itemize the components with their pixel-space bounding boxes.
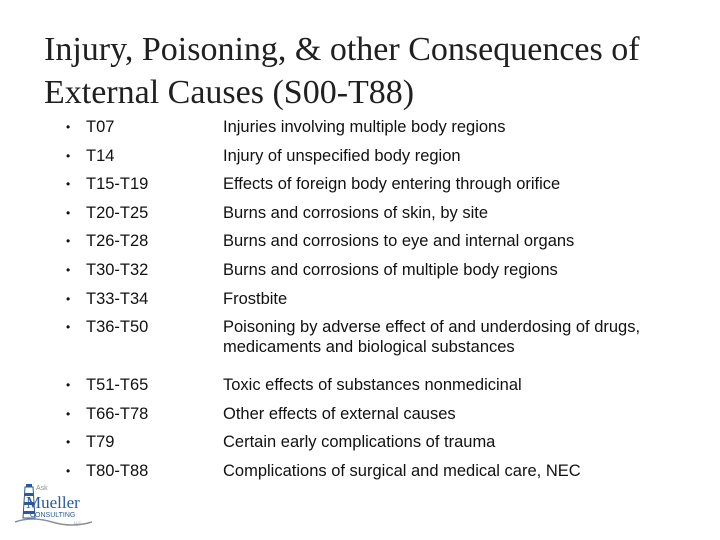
list-item — [66, 174, 206, 203]
slide-title: Injury, Poisoning, & other Consequences of External Causes (S00-T88) — [44, 31, 640, 111]
code-label: T26-T28 — [86, 232, 149, 251]
description-list — [223, 117, 703, 490]
list-item — [66, 375, 206, 404]
list-item-description: Burns and corrosions of multiple body regions — [223, 260, 558, 279]
list-item — [66, 117, 206, 146]
list-item-description: Toxic effects of substances nonmedicinal — [223, 376, 522, 395]
list-item — [66, 203, 206, 232]
code-label: T14 — [86, 146, 115, 165]
list-item-description: Burns and corrosions to eye and internal organs — [223, 232, 575, 251]
code-label: T80-T88 — [86, 461, 149, 480]
bullet-icon: • — [66, 234, 71, 249]
list-item-description: Complications of surgical and medical care, NEC — [223, 461, 581, 480]
list-item — [66, 231, 206, 260]
bullet-icon: • — [66, 378, 71, 393]
code-label: T51-T65 — [86, 376, 149, 395]
list-item — [66, 461, 206, 490]
code-label: T66-T78 — [86, 404, 149, 423]
code-label: T33-T34 — [86, 289, 149, 308]
bullet-icon: • — [66, 262, 71, 277]
logo-text-consulting: CONSULTING — [30, 512, 76, 519]
bullet-icon: • — [66, 320, 71, 335]
list-item — [66, 260, 206, 289]
list-item-description: Other effects of external causes — [223, 404, 456, 423]
list-item-description: Certain early complications of trauma — [223, 433, 496, 452]
bullet-icon: • — [66, 205, 71, 220]
bullet-icon: • — [66, 177, 71, 192]
list-item — [66, 146, 206, 175]
bullet-icon: • — [66, 435, 71, 450]
code-label: T20-T25 — [86, 203, 149, 222]
list-item-description: Injury of unspecified body region — [223, 146, 461, 165]
bullet-icon: • — [66, 291, 71, 306]
code-label: T07 — [86, 118, 115, 136]
list-item — [66, 289, 206, 318]
bullet-icon: • — [66, 148, 71, 163]
list-item-description: Burns and corrosions of skin, by site — [223, 203, 489, 222]
bullet-icon: • — [66, 406, 71, 421]
code-list — [66, 117, 206, 490]
code-label: T36-T50 — [86, 318, 149, 337]
list-item — [66, 404, 206, 433]
bullet-icon: • — [66, 120, 71, 134]
logo-text-ask: Ask — [36, 485, 48, 492]
list-item-description: Injuries involving multiple body regions — [223, 118, 506, 136]
ask-mueller-logo — [12, 478, 104, 530]
logo-text-llc: LLC — [74, 520, 82, 525]
code-label: T79 — [86, 433, 115, 452]
list-item-description: Effects of foreign body entering through orifice — [223, 175, 561, 194]
code-label: T30-T32 — [86, 260, 149, 279]
code-label: T15-T19 — [86, 175, 149, 194]
list-item-description: Frostbite — [223, 289, 288, 308]
list-item — [66, 317, 206, 375]
bullet-icon: • — [66, 463, 71, 478]
logo-text-mueller: Mueller — [26, 493, 80, 512]
list-item — [66, 432, 206, 461]
list-item-description: Poisoning by adverse effect of and underdosing of drugs, medicaments and biological substances — [223, 318, 641, 357]
